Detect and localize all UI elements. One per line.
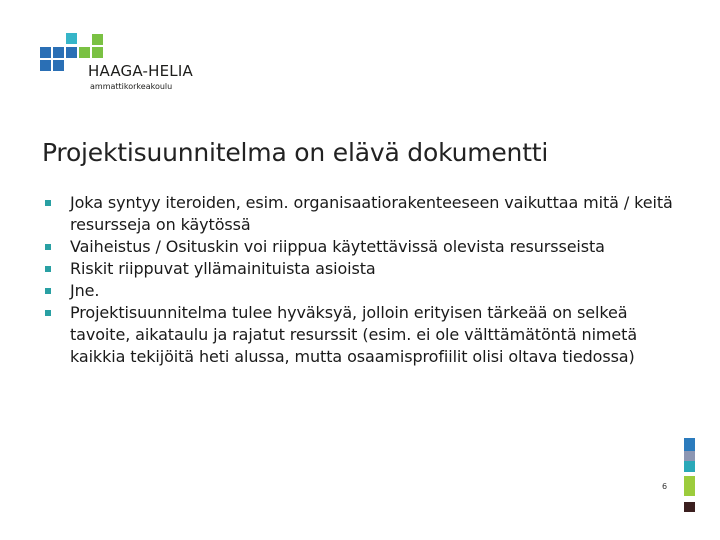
- bullet-item: [44, 258, 684, 280]
- bullet-square-icon: [45, 288, 51, 294]
- color-block: [684, 502, 695, 512]
- bullet-list: [44, 192, 684, 368]
- color-block: [684, 438, 695, 451]
- decorative-color-bar: [684, 438, 695, 512]
- bullet-text: Vaiheistus / Osituskin voi riippua käytettävissä olevista resursseista: [70, 237, 605, 256]
- bullet-item: [44, 192, 684, 236]
- bullet-square-icon: [45, 244, 51, 250]
- bullet-square-icon: [45, 200, 51, 206]
- bullet-square-icon: [45, 310, 51, 316]
- bullet-square-icon: [45, 266, 51, 272]
- color-block: [684, 451, 695, 461]
- bullet-text: Riskit riippuvat yllämainituista asioista: [70, 259, 376, 278]
- logo-name: HAAGA-HELIA: [88, 62, 193, 80]
- bullet-text: Projektisuunnitelma tulee hyväksyä, jolloin erityisen tärkeää on selkeä tavoite, aikataulu ja rajatut resurssit (esim. ei ole välttämätöntä nimetä kaikkia tekijöitä heti alussa, mutta osaamisprofiilit olisi oltava tiedossa): [70, 303, 638, 366]
- bullet-text: Jne.: [70, 281, 100, 300]
- bullet-item: [44, 236, 684, 258]
- bullet-text: Joka syntyy iteroiden, esim. organisaatiorakenteeseen vaikuttaa mitä / keitä resursseja on käytössä: [70, 193, 673, 234]
- page-number: 6: [662, 482, 668, 491]
- color-block: [684, 476, 695, 496]
- bullet-item: [44, 280, 684, 302]
- logo-subtitle: ammattikorkeakoulu: [90, 82, 173, 91]
- slide-title: Projektisuunnitelma on elävä dokumentti: [42, 138, 549, 167]
- haaga-helia-logo: [40, 33, 200, 93]
- bullet-item: [44, 302, 684, 368]
- color-block: [684, 461, 695, 472]
